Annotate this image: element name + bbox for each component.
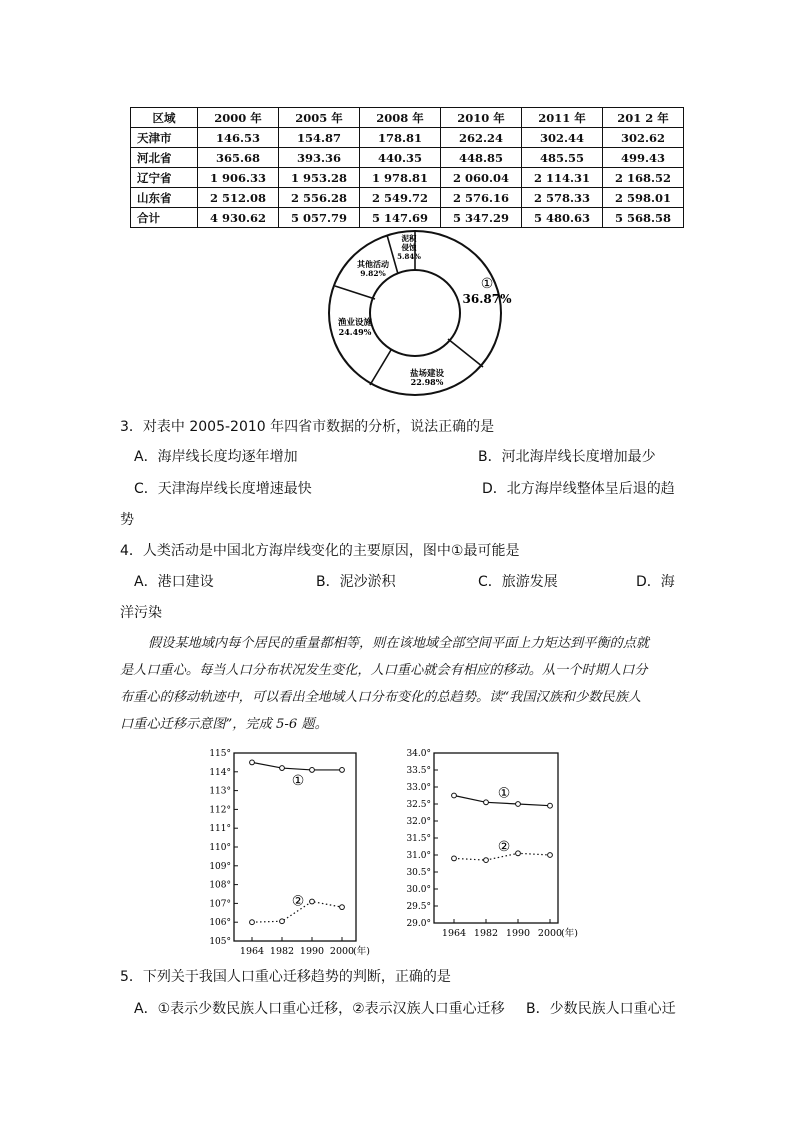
table-cell: 1 953.28 (279, 168, 360, 188)
y-tick-label: 114° (209, 767, 231, 778)
table-cell: 山东省 (131, 188, 198, 208)
table-cell: 146.53 (198, 128, 279, 148)
table-header-cell: 2008 年 (360, 108, 441, 128)
question-4-option-c: C．旅游发展 (478, 574, 558, 590)
y-tick-label: 115° (209, 749, 231, 759)
data-point (250, 920, 255, 925)
x-axis-label: (年) (353, 946, 370, 957)
data-point (548, 803, 553, 808)
series-label: ② (291, 893, 305, 910)
question-4-stem: 4．人类活动是中国北方海岸线变化的主要原因，图中①最可能是 (120, 543, 520, 559)
y-tick-label: 112° (209, 805, 231, 816)
table-cell: 2 168.52 (603, 168, 684, 188)
data-point (340, 768, 345, 773)
table-cell: 440.35 (360, 148, 441, 168)
ring-silt-label: 侵蚀 (401, 243, 417, 252)
table-row (131, 128, 684, 148)
data-point (548, 853, 553, 858)
ring-silt-pct: 5.84% (397, 252, 421, 261)
data-point (250, 760, 255, 765)
question-3-option-d-cont: 势 (120, 512, 134, 528)
plot-frame (434, 753, 558, 923)
series-label: ① (497, 785, 511, 802)
data-point (280, 919, 285, 924)
y-tick-label: 110° (209, 843, 231, 853)
table-cell: 合计 (131, 208, 198, 228)
table-cell: 2 060.04 (441, 168, 522, 188)
x-tick-label: 1982 (473, 928, 499, 939)
y-tick-label: 30.0° (406, 885, 431, 895)
y-tick-label: 32.5° (406, 800, 431, 810)
x-tick-label: 2000 (537, 928, 563, 939)
table-cell: 5 568.58 (603, 208, 684, 228)
y-tick-label: 31.5° (406, 834, 431, 844)
ring-inner (370, 270, 460, 356)
question-5-option-a: A．①表示少数民族人口重心迁移，②表示汉族人口重心迁移 (134, 1001, 505, 1017)
table-row (131, 168, 684, 188)
data-point (484, 858, 489, 863)
y-tick-label: 107° (209, 899, 231, 910)
data-point (452, 856, 457, 861)
x-tick-label: 1964 (441, 928, 467, 939)
ring-divider (448, 339, 483, 367)
question-4-option-b: B．泥沙淤积 (316, 574, 396, 590)
data-point (484, 800, 489, 805)
ring-divider (335, 286, 375, 299)
reading-passage (120, 630, 680, 738)
y-tick-label: 113° (209, 786, 231, 797)
x-tick-label: 2000 (329, 946, 355, 957)
table-cell: 448.85 (441, 148, 522, 168)
coastline-table (130, 107, 684, 228)
y-tick-label: 30.5° (406, 868, 431, 878)
x-tick-label: 1982 (269, 946, 295, 957)
question-3-option-c: C．天津海岸线长度增速最快 (134, 481, 312, 497)
question-3-stem: 3．对表中 2005-2010 年四省市数据的分析，说法正确的是 (120, 419, 495, 435)
ring-seg1-mark: ① (480, 276, 494, 292)
ring-salt-pct: 22.98% (410, 377, 444, 387)
passage-line: 布重心的移动轨迹中，可以看出全地域人口分布变化的总趋势。读“我国汉族和少数民族人 (120, 690, 642, 705)
y-tick-label: 106° (209, 918, 231, 929)
question-5-stem: 5．下列关于我国人口重心迁移趋势的判断，正确的是 (120, 969, 451, 985)
question-3-option-b: B．河北海岸线长度增加最少 (478, 449, 656, 465)
data-point (516, 851, 521, 856)
table-cell: 5 057.79 (279, 208, 360, 228)
data-point (340, 905, 345, 910)
question-4-option-d: D．海 (636, 574, 675, 590)
table-row (131, 148, 684, 168)
y-tick-label: 29.5° (406, 902, 431, 912)
ring-fish-pct: 24.49% (338, 327, 372, 337)
table-header-cell: 2011 年 (522, 108, 603, 128)
data-point (310, 899, 315, 904)
table-cell: 2 114.31 (522, 168, 603, 188)
y-tick-label: 105° (209, 937, 231, 947)
table-header-row (131, 108, 684, 128)
y-tick-label: 34.0° (406, 749, 431, 759)
series-label: ① (291, 773, 305, 790)
table-header-cell: 区域 (131, 108, 198, 128)
latitude-line-chart (390, 745, 580, 960)
passage-line: 假设某地域内每个居民的重量都相等，则在该地域全部空间平面上力矩达到平衡的点就 (148, 636, 650, 651)
passage-line: 口重心迁移示意图”，完成 5-6 题。 (120, 717, 328, 732)
table-cell: 302.62 (603, 128, 684, 148)
table-header-cell: 201 2 年 (603, 108, 684, 128)
table-cell: 2 549.72 (360, 188, 441, 208)
x-tick-label: 1964 (239, 946, 265, 957)
ring-silt-label: 泥积 (401, 234, 417, 243)
y-tick-label: 33.5° (406, 766, 431, 776)
y-tick-label: 31.0° (406, 851, 431, 861)
table-cell: 2 556.28 (279, 188, 360, 208)
table-cell: 1 906.33 (198, 168, 279, 188)
longitude-line-chart (190, 745, 370, 960)
ring-salt-label: 盐场建设 (409, 369, 445, 379)
table-row (131, 188, 684, 208)
x-tick-label: 1990 (505, 928, 531, 939)
table-cell: 5 147.69 (360, 208, 441, 228)
table-cell: 辽宁省 (131, 168, 198, 188)
data-point (310, 768, 315, 773)
y-tick-label: 111° (209, 824, 231, 835)
ring-other-pct: 9.82% (360, 269, 386, 278)
data-point (516, 802, 521, 807)
data-point (280, 766, 285, 771)
table-cell: 393.36 (279, 148, 360, 168)
table-cell: 天津市 (131, 128, 198, 148)
table-cell: 5 347.29 (441, 208, 522, 228)
table-header-cell: 2000 年 (198, 108, 279, 128)
table-header-cell: 2005 年 (279, 108, 360, 128)
x-axis-label: (年) (561, 928, 578, 939)
ring-fish-label: 渔业设施 (337, 318, 373, 328)
table-cell: 2 512.08 (198, 188, 279, 208)
table-cell: 4 930.62 (198, 208, 279, 228)
table-row (131, 208, 684, 228)
table-cell: 262.24 (441, 128, 522, 148)
table-cell: 302.44 (522, 128, 603, 148)
x-tick-label: 1990 (299, 946, 325, 957)
y-tick-label: 32.0° (406, 817, 431, 827)
table-cell: 154.87 (279, 128, 360, 148)
table-cell: 河北省 (131, 148, 198, 168)
question-4-option-d-cont: 洋污染 (120, 605, 162, 621)
passage-line: 是人口重心。每当人口分布状况发生变化，人口重心就会有相应的移动。从一个时期人口分 (120, 663, 648, 678)
table-cell: 499.43 (603, 148, 684, 168)
table-cell: 178.81 (360, 128, 441, 148)
question-3-option-d: D．北方海岸线整体呈后退的趋 (482, 481, 675, 497)
ring-seg1-pct: 36.87% (462, 292, 512, 306)
ring-divider (370, 350, 391, 385)
series-label: ② (497, 839, 511, 856)
table-cell: 2 578.33 (522, 188, 603, 208)
y-tick-label: 29.0° (406, 919, 431, 929)
table-cell: 365.68 (198, 148, 279, 168)
table-cell: 485.55 (522, 148, 603, 168)
question-5-option-b: B．少数民族人口重心迁 (526, 1001, 676, 1017)
table-cell: 2 598.01 (603, 188, 684, 208)
y-tick-label: 33.0° (406, 783, 431, 793)
table-cell: 2 576.16 (441, 188, 522, 208)
coastline-cause-ring-chart (325, 226, 512, 400)
table-header-cell: 2010 年 (441, 108, 522, 128)
table-cell: 5 480.63 (522, 208, 603, 228)
y-tick-label: 109° (209, 861, 231, 872)
ring-other-label: 其他活动 (357, 259, 389, 269)
y-tick-label: 108° (209, 880, 231, 891)
data-point (452, 793, 457, 798)
table-cell: 1 978.81 (360, 168, 441, 188)
question-3-option-a: A．海岸线长度均逐年增加 (134, 449, 298, 465)
series-line (252, 762, 342, 770)
question-4-option-a: A．港口建设 (134, 574, 214, 590)
